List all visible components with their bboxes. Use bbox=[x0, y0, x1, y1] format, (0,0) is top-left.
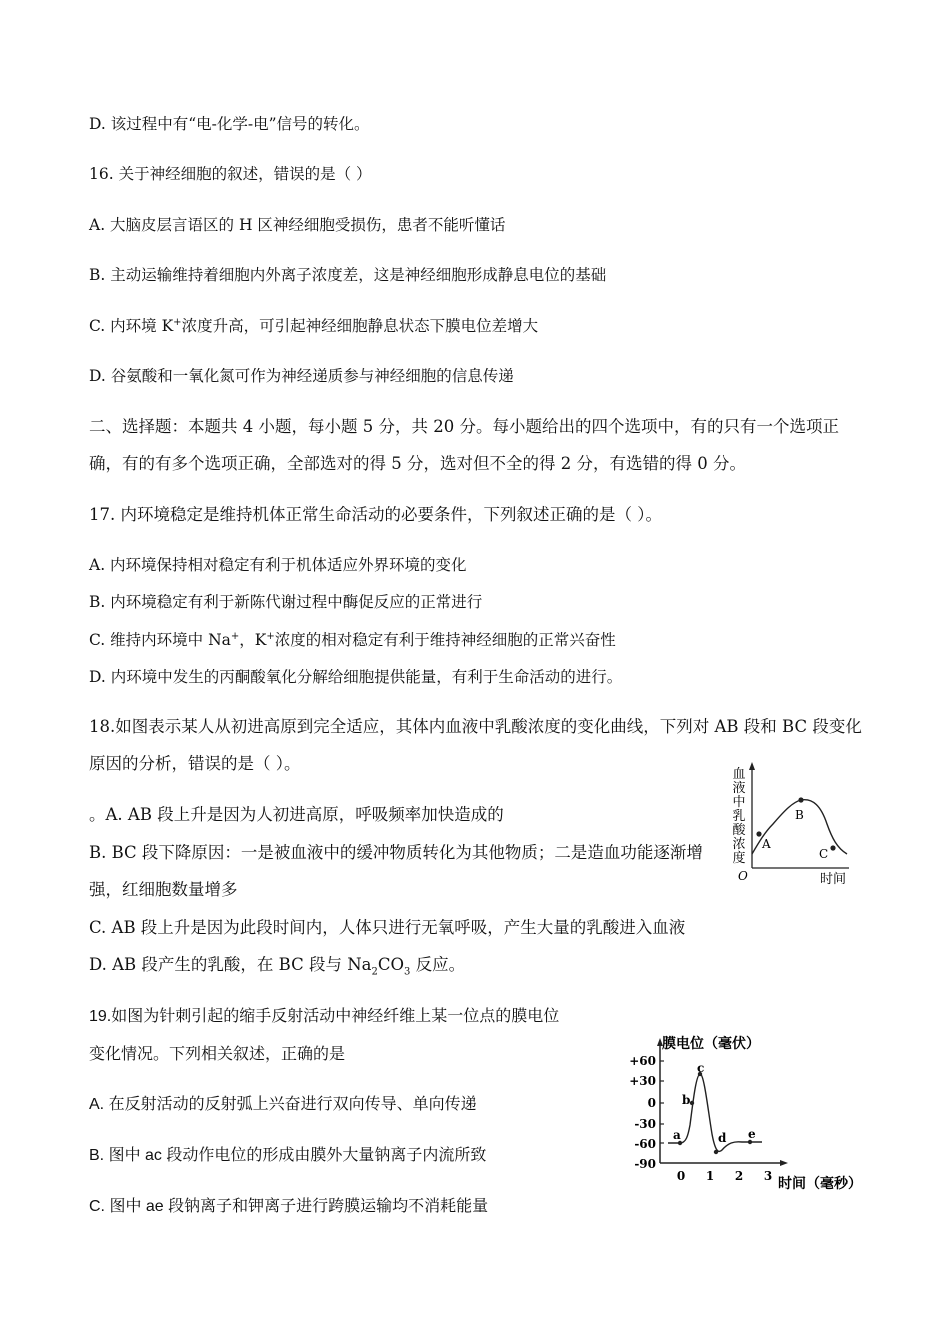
point-b-label: b bbox=[682, 1093, 691, 1107]
point-c-label: c bbox=[697, 1061, 705, 1075]
q18-option-b-line1: B. BC 段下降原因：一是被血液中的缓冲物质转化为其他物质；二是造血功能逐渐增 bbox=[89, 843, 703, 862]
q17-c-pre: C. 维持内环境中 Na bbox=[89, 631, 231, 649]
x-axis-arrow bbox=[780, 1160, 788, 1166]
q18-stem-line1: 18.如图表示某人从初进高原到完全适应，其体内血液中乳酸浓度的变化曲线，下列对 AB 段和 BC 段变化 bbox=[89, 717, 862, 736]
q19-option-b: B. 图中 ac 段动作电位的形成由膜外大量钠离子内流所致 bbox=[89, 1147, 487, 1164]
ylabel-char: 酸 bbox=[732, 823, 746, 838]
y-tick: -90 bbox=[634, 1157, 656, 1171]
q18-d-sub1: 2 bbox=[371, 966, 378, 978]
figure19-title: 膜电位（毫伏） bbox=[662, 1035, 760, 1051]
q18-d-mid: CO bbox=[377, 955, 405, 974]
q17-stem: 17. 内环境稳定是维持机体正常生命活动的必要条件，下列叙述正确的是（ ）。 bbox=[89, 505, 662, 524]
q19-option-a: A. 在反射活动的反射弧上兴奋进行双向传导、单向传递 bbox=[89, 1096, 477, 1113]
x-tick: 1 bbox=[705, 1169, 715, 1183]
q18-stem-line2: 原因的分析，错误的是（ ）。 bbox=[89, 754, 301, 773]
q17-c-sup1: + bbox=[230, 630, 240, 642]
point-c-marker bbox=[830, 845, 835, 850]
q16-option-a: A. 大脑皮层言语区的 H 区神经细胞受损伤，患者不能听懂话 bbox=[89, 216, 506, 234]
q17-option-c bbox=[89, 630, 616, 650]
ylabel-char: 乳 bbox=[732, 809, 746, 824]
q18-option-b-line2: 强，红细胞数量增多 bbox=[89, 880, 238, 899]
q18-option-d bbox=[89, 955, 466, 978]
y-tick: +30 bbox=[629, 1074, 656, 1088]
q17-c-sup2: + bbox=[266, 630, 275, 642]
q16-c-pre: C. 内环境 K bbox=[89, 317, 174, 335]
ylabel-char: 浓 bbox=[732, 837, 746, 852]
q19-stem-line2: 变化情况。下列相关叙述，正确的是 bbox=[89, 1046, 346, 1063]
y-axis-arrow bbox=[749, 762, 755, 770]
point-a-label: a bbox=[673, 1128, 681, 1142]
lactate-curve-figure bbox=[725, 762, 855, 890]
q16-stem: 16. 关于神经细胞的叙述，错误的是（ ） bbox=[89, 165, 372, 183]
q16-c-post: 浓度升高，可引起神经细胞静息状态下膜电位差增大 bbox=[181, 317, 539, 335]
membrane-potential-figure bbox=[620, 1030, 870, 1200]
q17-option-d: D. 内环境中发生的丙酮酸氧化分解给细胞提供能量，有利于生命活动的进行。 bbox=[89, 668, 623, 686]
q16-option-d: D. 谷氨酸和一氧化氮可作为神经递质参与神经细胞的信息传递 bbox=[89, 367, 514, 385]
y-tick-labels bbox=[629, 1054, 656, 1171]
point-b-label: B bbox=[795, 808, 804, 822]
q17-option-a: A. 内环境保持相对稳定有利于机体适应外界环境的变化 bbox=[89, 556, 467, 574]
point-a-label: A bbox=[762, 837, 771, 851]
q19-option-c: C. 图中 ae 段钠离子和钾离子进行跨膜运输均不消耗能量 bbox=[89, 1198, 489, 1215]
q18-option-a: 。A. AB 段上升是因为人初进高原，呼吸频率加快造成的 bbox=[89, 805, 504, 824]
ylabel-char: 血 bbox=[732, 767, 746, 782]
ylabel-char: 中 bbox=[732, 795, 746, 810]
q15-option-d: D. 该过程中有“电-化学-电”信号的转化。 bbox=[89, 115, 370, 133]
q17-option-b: B. 内环境稳定有利于新陈代谢过程中酶促反应的正常进行 bbox=[89, 593, 483, 611]
q18-d-pre: D. AB 段产生的乳酸，在 BC 段与 Na bbox=[89, 955, 372, 974]
origin-label: O bbox=[738, 869, 748, 883]
point-d-marker bbox=[714, 1150, 718, 1154]
y-tick: +60 bbox=[629, 1054, 656, 1068]
y-tick: -60 bbox=[634, 1137, 656, 1151]
q19-stem-line1: 19.如图为针刺引起的缩手反射活动中神经纤维上某一位点的膜电位 bbox=[89, 1008, 560, 1025]
q17-c-mid: ，K bbox=[239, 631, 267, 649]
q18-d-post: 反应。 bbox=[410, 955, 466, 974]
q16-option-b: B. 主动运输维持着细胞内外离子浓度差，这是神经细胞形成静息电位的基础 bbox=[89, 266, 607, 284]
ylabel-char: 液 bbox=[732, 781, 746, 796]
x-axis-label: 时间（毫秒） bbox=[778, 1175, 862, 1191]
point-b-marker bbox=[798, 797, 803, 802]
x-tick: 0 bbox=[676, 1169, 686, 1183]
point-a-marker bbox=[756, 831, 761, 836]
q18-option-c: C. AB 段上升是因为此段时间内，人体只进行无氧呼吸，产生大量的乳酸进入血液 bbox=[89, 918, 686, 937]
point-d-label: d bbox=[718, 1131, 727, 1145]
x-tick: 2 bbox=[734, 1169, 744, 1183]
point-c-label: C bbox=[819, 847, 829, 861]
q17-c-post: 浓度的相对稳定有利于维持神经细胞的正常兴奋性 bbox=[274, 631, 616, 649]
section2-instructions-line2: 确，有的有多个选项正确，全部选对的得 5 分，选对但不全的得 2 分，有选错的得 0 分。 bbox=[89, 454, 746, 473]
q18-d-sub2: 3 bbox=[404, 966, 411, 978]
q16-option-c bbox=[89, 316, 538, 336]
y-tick: -30 bbox=[634, 1117, 656, 1131]
x-tick-labels bbox=[677, 1169, 772, 1183]
y-tick: 0 bbox=[647, 1096, 656, 1110]
x-tick: 3 bbox=[763, 1169, 773, 1183]
point-e-label: e bbox=[748, 1127, 756, 1141]
point-b-marker bbox=[690, 1101, 694, 1105]
section2-instructions-line1: 二、选择题：本题共 4 小题，每小题 5 分，共 20 分。每小题给出的四个选项中，有的只有一个选项正 bbox=[89, 417, 839, 436]
x-axis-label: 时间 bbox=[820, 872, 847, 887]
q16-c-sup: + bbox=[173, 316, 182, 328]
figure18-ylabel bbox=[732, 767, 746, 866]
ylabel-char: 度 bbox=[732, 851, 746, 866]
